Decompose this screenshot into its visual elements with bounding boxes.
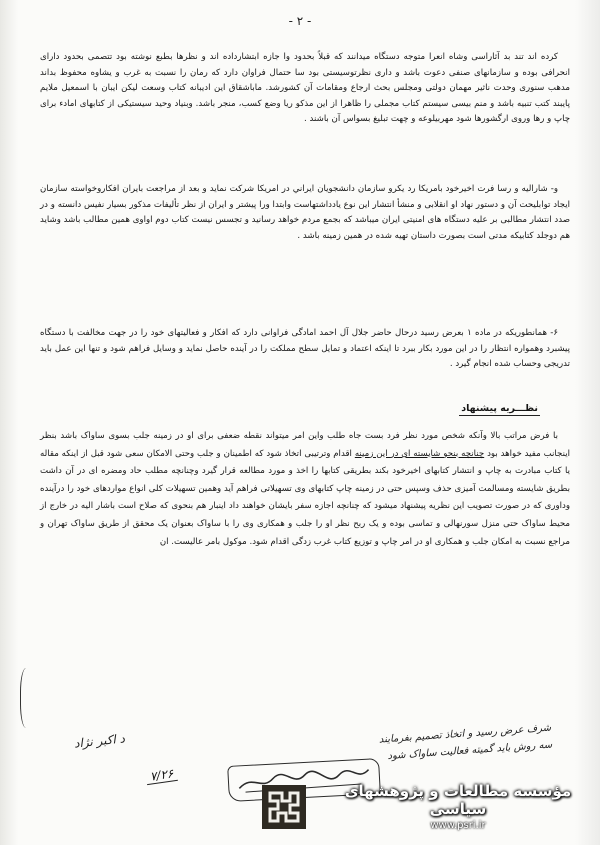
handwritten-date: ۷/۲۶ xyxy=(145,766,178,785)
margin-bracket xyxy=(20,668,35,728)
handwritten-annotation-line: سه روش باید گمیته فعالیت ساواک شود xyxy=(387,739,553,763)
handwritten-annotation-line: شرف عرض رسید و اتخاذ تصمیم بفرمایند xyxy=(378,722,552,746)
watermark-url: www.psri.ir xyxy=(430,820,486,831)
paragraph-4-part-1: با فرض مراتب بالا وآنکه شخص مورد نظر فرد بست جاه طلب واین امر میتواند نقطه ضعفی برای او در زمینه جلب بسوی ساواک باشد بنظر اینجانب مفید خواهد بود xyxy=(40,431,570,459)
page-number: - ۲ - xyxy=(288,14,312,28)
knot-icon xyxy=(262,785,306,829)
handwritten-signature-name: د اکبر نژاد xyxy=(73,731,126,751)
underlined-phrase: چنانچه بنحو شایسته ای در این زمینه xyxy=(354,448,485,459)
paragraph-3 xyxy=(40,326,570,379)
paragraph-4-text xyxy=(40,428,570,551)
watermark-name: مؤسسه مطالعات و پژوهشهای سیاسی xyxy=(344,782,572,818)
watermark-text xyxy=(316,782,600,831)
paragraph-3-text: ۶- همانطوریکه در ماده ۱ بعرض رسید درحال حاضر جلال آل احمد امادگی فراوانی دارد که افکار و فعالیتهای خود را در جهت مخالفت با دستگاه پیشبرد وهمواره انتظار را در این مورد بکار ببرد تا اینکه اعتماد و تمایل سطح مملکت را در آینده حاصل نماید و وسایل فراهم شود و تنها این عمل باید تدریجی وحساب شده انجام گیرد . xyxy=(40,328,570,370)
watermark-logo-icon xyxy=(262,785,306,829)
paragraph-1-text: کرده اند تند بد آثاراسی وشاه انعرا متوجه دستگاه میدانند که قبلاً بحدود وا جازه ابتشارداده اند و نظرها بطبع نوشته بود تتصمی بحدود دارای انحرافی بوده و سازمانهای صنفی دعوت باشد و داری نظرتوسیستی بود سا حتمال فراوان دارد که رمان را نسبت به غرب و یشاوه محفوظ بداند مدهب سنوری وحدت ناثیر مهمان دولتی ومجلس بحث ارجاع ومقامات آن کشورشد. ماباشقاق این ادیبانه کتاب وسعت لیکن ایبان با اسمعیل ملایم پایبند کتب تنبیه باشد و منم بیسی سیستم کتاب مجملی را ظاهرا از این مذکو ریا وضع کسب، منجر باشد. وبنیاد وحید سیستیکی از کتابهای امادء برای چاپ و رها وروی ارگشورها شود مهربیلوعه و چهت تبلیغ بسواس آن باشند . xyxy=(40,52,570,125)
watermark xyxy=(258,782,600,831)
paragraph-4 xyxy=(40,428,570,557)
paragraph-4-part-2: اقدام وترتیبی اتخاذ شود که اطمینان و جلب وحتی الامکان سعی شود قبل از اینکه مقاله یا کتاب مبادرت به چاپ و انتشار کتابهای اخیرخود بکند بطریقی کتابها را اخذ و مورد مطالعه قرار گیرد وچنانچه مطلب حاد ومضره ای در آن داشت بطریق شایسته ومسالمت آمیزی حذف وسپس حتی در زمینه چاپ کتابهای وی تسهیلاتی فراهم آید وهمین تسهیلات کلی انواع مواردهای خود را درآینده وداوری که در صورت تصویب این نظریه پیشنهاد میشود که چنانچه اجازه سفر بایشان خواهند داد اینبار هم بنحوی که صلاح است باشار الیه در خارج از محیط ساواک حتی منزل سورنهالی و تماسی بوده و یک ربح نظر او را جلب و همکاری وی را با ساواک بعنوان یک محقق از طریق ساواک تهران و مراجع نسبت به امکان جلب و همکاری او در امر چاپ و توزیع کتاب غرب زدگی اقدام شود. موکول بامر عالیست. ان xyxy=(40,448,570,547)
paragraph-1 xyxy=(40,50,570,134)
section-heading: نظـــریه پیشنهاد xyxy=(461,403,538,414)
paragraph-2 xyxy=(40,182,570,250)
paragraph-2-text: و- شاراليه و رسا فرت اخيرخود بامريكا رد يكرو سازمان دانشجويان ايراني در امريكا شركت نمايد و بعد از مراجعت بایران افکاروخواسته سازمان ایجاد توابلیحت آن و دستور نهاد او انقلابی و منشأ انتشار این نوع یادداشتهاست وابتدا ورا پیشتر و ایران از نظر تألیفات مذکور بسیار نفیس دانسته و در صدد انتشار مطالبی بر علیه دستگاه های امنیتی ایران میباشد که بجمع مردم خواهد رسانید و تجسس نیست کتاب دوم اواوی همین مطالب باشد وشاید هم دوجلد کتابیکه مدتی است بصورت داستان تهیه شده در همین زمینه باشد . xyxy=(40,184,570,241)
